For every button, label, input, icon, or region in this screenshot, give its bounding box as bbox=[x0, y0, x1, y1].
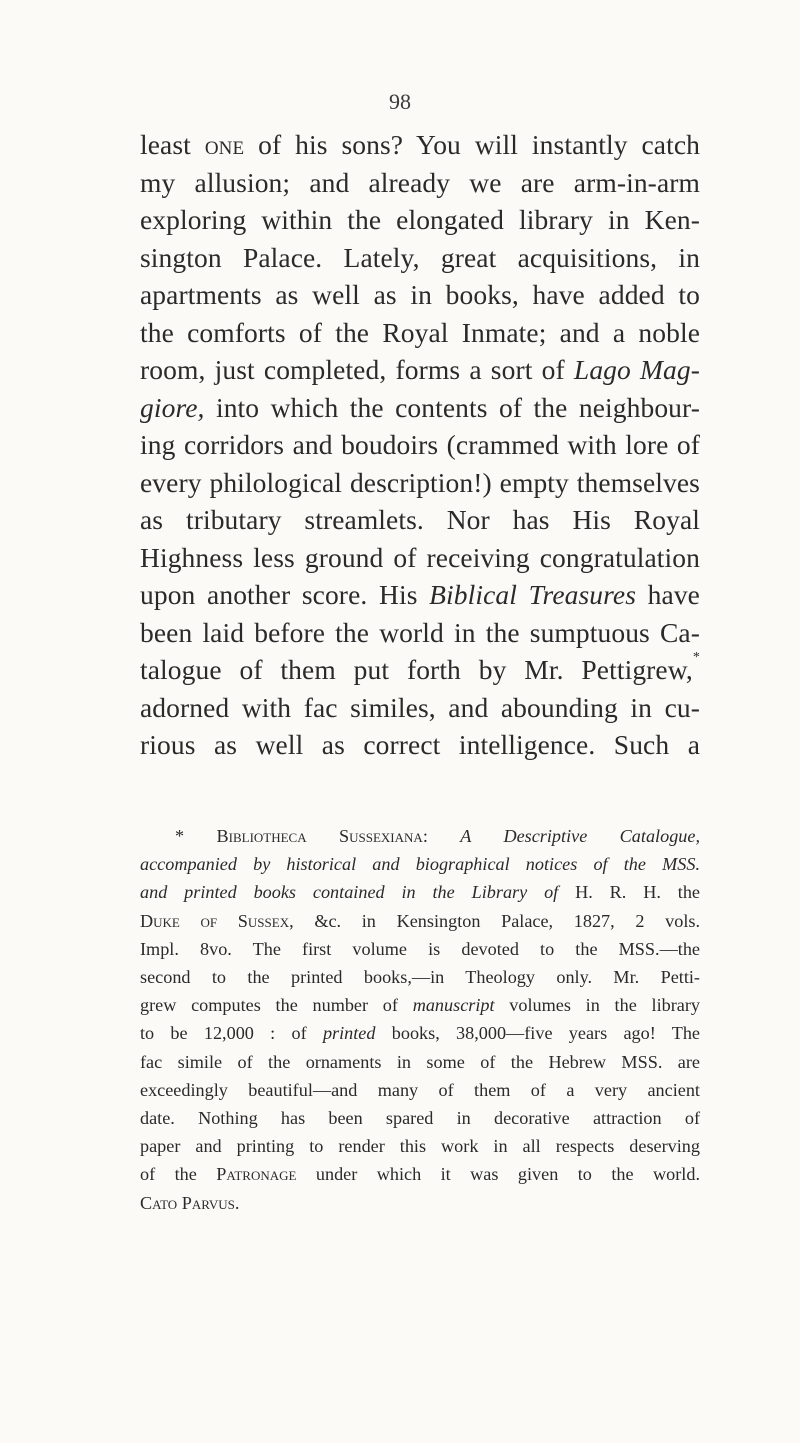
footnote-line bbox=[140, 935, 700, 963]
text-run: giore, bbox=[140, 391, 205, 423]
text-run: accompanied by historical and biographical notices of the MSS. bbox=[140, 854, 700, 875]
text-line bbox=[140, 314, 700, 352]
text-run: rious as well as correct intelligence. Such a bbox=[140, 729, 700, 760]
text-run: been laid before the world in the sumptuous Ca- bbox=[140, 616, 700, 648]
text-run: exceedingly beautiful—and many of them of a very ancient bbox=[140, 1079, 700, 1100]
footnote-line bbox=[140, 850, 700, 878]
text-run: talogue of them put forth by Mr. Pettigrew, bbox=[140, 654, 693, 685]
text-run: printed bbox=[322, 1023, 376, 1044]
body-text bbox=[140, 126, 700, 764]
text-run: . bbox=[234, 1192, 240, 1213]
text-run: Highness less ground of receiving congratulation bbox=[140, 541, 700, 573]
text-run: Impl. 8vo. The first volume is devoted to the MSS.—the bbox=[140, 938, 700, 959]
text-run: Duke of Sussex bbox=[140, 910, 290, 931]
text-run: to be 12,000 : of bbox=[140, 1023, 323, 1044]
text-run: date. Nothing has been spared in decorative attraction of bbox=[140, 1108, 700, 1129]
text-line bbox=[140, 651, 700, 689]
footnote-line bbox=[140, 1048, 700, 1076]
text-run: the comforts of the Royal Inmate; and a noble bbox=[140, 316, 700, 348]
text-run: second to the printed books,—in Theology only. Mr. Petti- bbox=[140, 967, 700, 988]
text-line bbox=[140, 726, 700, 764]
text-run: H. R. H. the bbox=[558, 882, 700, 903]
text-line bbox=[140, 464, 700, 502]
text-line bbox=[140, 576, 700, 614]
text-run: and printed books contained in the Library of bbox=[140, 882, 559, 903]
text-run: fac simile of the ornaments in some of the Hebrew MSS. are bbox=[140, 1051, 700, 1072]
text-line bbox=[140, 389, 700, 427]
text-run: my allusion; and already we are arm-in-arm bbox=[140, 166, 700, 198]
footnote-line bbox=[140, 1019, 700, 1047]
text-run: Bibliotheca Sussexiana bbox=[216, 826, 423, 846]
text-line bbox=[140, 539, 700, 577]
text-run: paper and printing to render this work in all respects deserving bbox=[140, 1136, 700, 1157]
text-line bbox=[140, 239, 700, 277]
text-run: Biblical Treasures bbox=[429, 579, 637, 610]
text-run: under which it was given to the world. bbox=[296, 1164, 700, 1185]
text-line bbox=[140, 501, 700, 539]
text-run: Cato Parvus bbox=[140, 1192, 235, 1213]
text-run: exploring within the elongated library in Ken- bbox=[140, 204, 700, 235]
text-line bbox=[140, 351, 700, 389]
text-line bbox=[140, 614, 700, 652]
text-run: adorned with fac similes, and abounding in cu- bbox=[140, 691, 700, 723]
text-run: sington Palace. Lately, great acquisitions, in bbox=[140, 241, 700, 273]
footnote-line bbox=[140, 1189, 700, 1217]
footnote-line bbox=[140, 991, 700, 1019]
footnote-line bbox=[140, 1160, 700, 1188]
text-run: of the bbox=[140, 1164, 217, 1185]
text-run: grew computes the number of bbox=[140, 995, 413, 1016]
footnote-line bbox=[140, 878, 700, 906]
text-run: A Descriptive Catalogue, bbox=[460, 826, 700, 846]
footnote-line bbox=[140, 1104, 700, 1132]
text-line bbox=[140, 689, 700, 727]
text-line bbox=[140, 426, 700, 464]
footnote-line bbox=[140, 963, 700, 991]
text-line bbox=[140, 276, 700, 314]
text-run: of his sons? You will instantly catch bbox=[244, 129, 700, 160]
text-run: , &c. in Kensington Palace, 1827, 2 vols. bbox=[289, 910, 700, 931]
text-run: ing corridors and boudoirs (crammed with lore of bbox=[140, 429, 700, 460]
footnote-line bbox=[140, 1132, 700, 1160]
text-run: have bbox=[636, 579, 700, 610]
text-line bbox=[140, 164, 700, 202]
text-line bbox=[140, 126, 700, 164]
text-run: volumes in the library bbox=[494, 995, 700, 1016]
footnote-marker: * bbox=[692, 650, 700, 665]
text-run: upon another score. His bbox=[140, 579, 430, 610]
text-run: * bbox=[175, 826, 217, 846]
text-run: into which the contents of the neighbour- bbox=[204, 391, 700, 423]
text-line bbox=[140, 201, 700, 239]
text-run: Lago Mag- bbox=[573, 354, 701, 385]
text-run: books, 38,000—five years ago! The bbox=[375, 1023, 700, 1044]
footnote-line bbox=[140, 1076, 700, 1104]
text-run: : bbox=[422, 826, 461, 846]
text-run: room, just completed, forms a sort of bbox=[140, 354, 574, 385]
footnote bbox=[140, 822, 700, 1217]
text-run: one bbox=[204, 129, 245, 160]
page-number: 98 bbox=[389, 89, 411, 114]
text-run: every philological description!) empty themselves bbox=[140, 466, 700, 498]
footnote-line bbox=[140, 822, 700, 850]
text-run: Patronage bbox=[216, 1164, 297, 1185]
footnote-line bbox=[140, 907, 700, 935]
text-run: apartments as well as in books, have added to bbox=[140, 279, 700, 310]
text-run: least bbox=[140, 129, 205, 160]
text-run: manuscript bbox=[412, 995, 495, 1016]
text-run: as tributary streamlets. Nor has His Royal bbox=[140, 504, 700, 535]
